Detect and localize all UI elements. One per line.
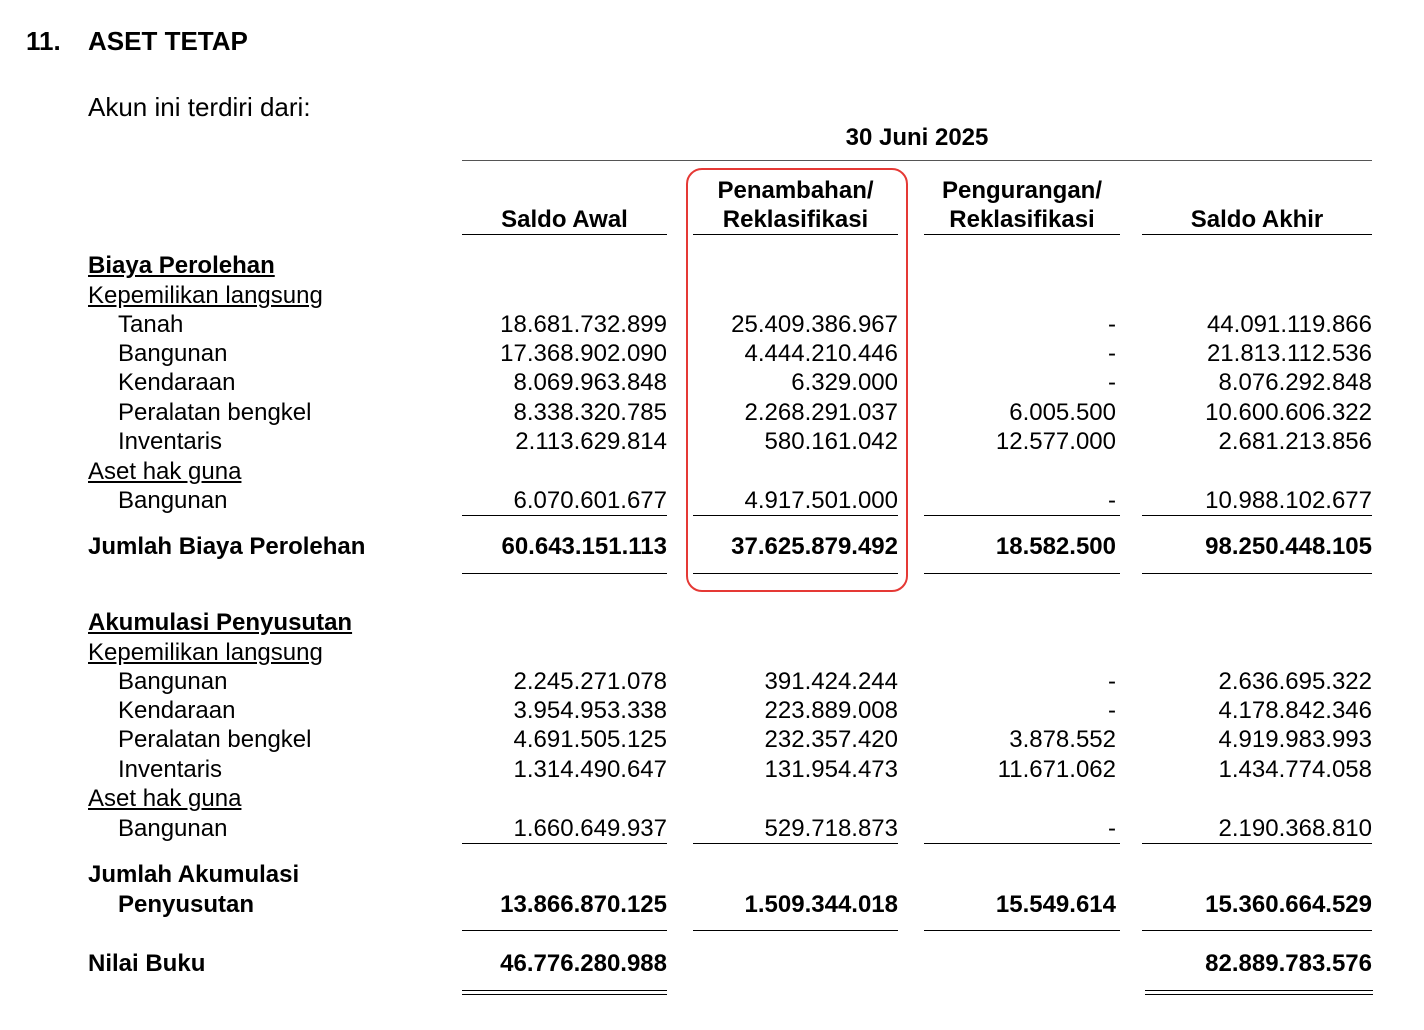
cell-saldo-akhir: 2.190.368.810: [1218, 815, 1372, 842]
cell-saldo-akhir: 10.600.606.322: [1205, 399, 1372, 426]
double-underline: [1145, 990, 1373, 995]
subtotal-rule: [462, 515, 667, 516]
cell-pengurangan: -: [1108, 369, 1116, 396]
cell-saldo-awal: 4.691.505.125: [513, 726, 667, 753]
cell-saldo-awal: 8.069.963.848: [513, 369, 667, 396]
cell-penambahan: 4.444.210.446: [744, 340, 898, 367]
subtotal-rule: [924, 843, 1120, 844]
cell-pengurangan: 12.577.000: [995, 428, 1116, 455]
cell-penambahan: 25.409.386.967: [731, 311, 898, 338]
cell-saldo-awal: 17.368.902.090: [500, 340, 667, 367]
depr-total-label-line2: Penyusutan: [118, 891, 255, 918]
cell-saldo-akhir: 8.076.292.848: [1218, 369, 1372, 396]
cell-saldo-akhir: 10.988.102.677: [1205, 487, 1372, 514]
cell-pengurangan: 6.005.500: [1009, 399, 1116, 426]
cost-direct-title: Kepemilikan langsung: [88, 282, 323, 309]
total-rule: [924, 573, 1120, 574]
cell-saldo-akhir: 4.178.842.346: [1218, 697, 1372, 724]
cell-saldo-awal: 3.954.953.338: [513, 697, 667, 724]
total-rule: [462, 930, 667, 931]
cell-penambahan: 2.268.291.037: [744, 399, 898, 426]
header-underline: [1142, 234, 1372, 235]
row-label: Kendaraan: [118, 369, 236, 396]
subtotal-rule: [1142, 515, 1372, 516]
subtotal-rule: [693, 843, 898, 844]
cell-saldo-akhir: 2.636.695.322: [1218, 668, 1372, 695]
cell-saldo-akhir: 44.091.119.866: [1206, 311, 1372, 338]
row-label: Bangunan: [118, 340, 228, 367]
cell-saldo-awal: 2.113.629.814: [515, 428, 667, 455]
book-value-saldo-awal: 46.776.280.988: [500, 950, 667, 977]
cell-saldo-akhir: 21.813.112.536: [1206, 340, 1372, 367]
total-rule: [1142, 573, 1372, 574]
cell-penambahan: 223.889.008: [764, 697, 898, 724]
period-label: 30 Juni 2025: [845, 124, 989, 151]
cell-saldo-awal: 1.660.649.937: [513, 815, 667, 842]
cell-penambahan: 391.424.244: [764, 668, 898, 695]
period-rule: [462, 160, 1372, 161]
row-label: Kendaraan: [118, 697, 236, 724]
depr-total-pengurangan: 15.549.614: [995, 891, 1116, 918]
cell-pengurangan: -: [1108, 340, 1116, 367]
section-number: 11.: [26, 26, 61, 56]
cell-pengurangan: -: [1108, 815, 1116, 842]
header-underline: [924, 234, 1120, 235]
cell-pengurangan: -: [1108, 487, 1116, 514]
col-header-pengurangan: Pengurangan/ Reklasifikasi: [941, 177, 1103, 233]
cell-penambahan: 4.917.501.000: [744, 487, 898, 514]
cost-total-pengurangan: 18.582.500: [995, 533, 1116, 560]
cell-penambahan: 580.161.042: [764, 428, 898, 455]
cell-saldo-awal: 6.070.601.677: [513, 487, 667, 514]
cell-pengurangan: 11.671.062: [997, 756, 1116, 783]
book-value-saldo-akhir: 82.889.783.576: [1205, 950, 1372, 977]
row-label: Peralatan bengkel: [118, 399, 312, 426]
total-rule: [924, 930, 1120, 931]
depr-total-saldo-akhir: 15.360.664.529: [1205, 891, 1372, 918]
depr-total-label-line1: Jumlah Akumulasi: [88, 861, 300, 888]
row-label: Bangunan: [118, 815, 228, 842]
cell-pengurangan: -: [1108, 668, 1116, 695]
cell-saldo-akhir: 1.434.774.058: [1218, 756, 1372, 783]
cell-penambahan: 131.954.473: [764, 756, 898, 783]
row-label: Peralatan bengkel: [118, 726, 312, 753]
col-header-saldo-akhir: Saldo Akhir: [1190, 206, 1324, 233]
cost-total-penambahan: 37.625.879.492: [731, 533, 898, 560]
depr-rou-title: Aset hak guna: [88, 785, 242, 812]
col-header-penambahan: Penambahan/ Reklasifikasi: [717, 177, 874, 233]
book-value-label: Nilai Buku: [88, 950, 206, 977]
cell-pengurangan: -: [1108, 311, 1116, 338]
header-underline: [462, 234, 667, 235]
cell-pengurangan: 3.878.552: [1009, 726, 1116, 753]
cell-saldo-awal: 18.681.732.899: [500, 311, 667, 338]
cell-saldo-akhir: 4.919.983.993: [1218, 726, 1372, 753]
row-label: Bangunan: [118, 668, 228, 695]
cell-pengurangan: -: [1108, 697, 1116, 724]
section-title: ASET TETAP: [88, 26, 248, 56]
cost-rou-title: Aset hak guna: [88, 458, 242, 485]
cell-penambahan: 6.329.000: [791, 369, 898, 396]
col-header-saldo-awal: Saldo Awal: [501, 206, 628, 233]
row-label: Tanah: [118, 311, 184, 338]
row-label: Bangunan: [118, 487, 228, 514]
cell-saldo-akhir: 2.681.213.856: [1218, 428, 1372, 455]
cell-penambahan: 232.357.420: [764, 726, 898, 753]
subtotal-rule: [1142, 843, 1372, 844]
cell-penambahan: 529.718.873: [764, 815, 898, 842]
subtotal-rule: [924, 515, 1120, 516]
depr-total-penambahan: 1.509.344.018: [744, 891, 898, 918]
highlight-box: [686, 168, 908, 592]
cost-total-saldo-awal: 60.643.151.113: [501, 533, 667, 560]
cost-total-label: Jumlah Biaya Perolehan: [88, 533, 366, 560]
cell-saldo-awal: 2.245.271.078: [513, 668, 667, 695]
cost-section-title: Biaya Perolehan: [88, 252, 275, 279]
cell-saldo-awal: 8.338.320.785: [513, 399, 667, 426]
cost-total-saldo-akhir: 98.250.448.105: [1205, 533, 1372, 560]
total-rule: [1142, 930, 1372, 931]
depr-section-title: Akumulasi Penyusutan: [88, 609, 353, 636]
row-label: Inventaris: [118, 428, 223, 455]
depr-total-saldo-awal: 13.866.870.125: [500, 891, 667, 918]
cell-saldo-awal: 1.314.490.647: [513, 756, 667, 783]
row-label: Inventaris: [118, 756, 223, 783]
total-rule: [462, 573, 667, 574]
intro-text: Akun ini terdiri dari:: [88, 92, 311, 122]
double-underline: [462, 990, 667, 995]
depr-direct-title: Kepemilikan langsung: [88, 639, 323, 666]
subtotal-rule: [462, 843, 667, 844]
total-rule: [693, 930, 898, 931]
